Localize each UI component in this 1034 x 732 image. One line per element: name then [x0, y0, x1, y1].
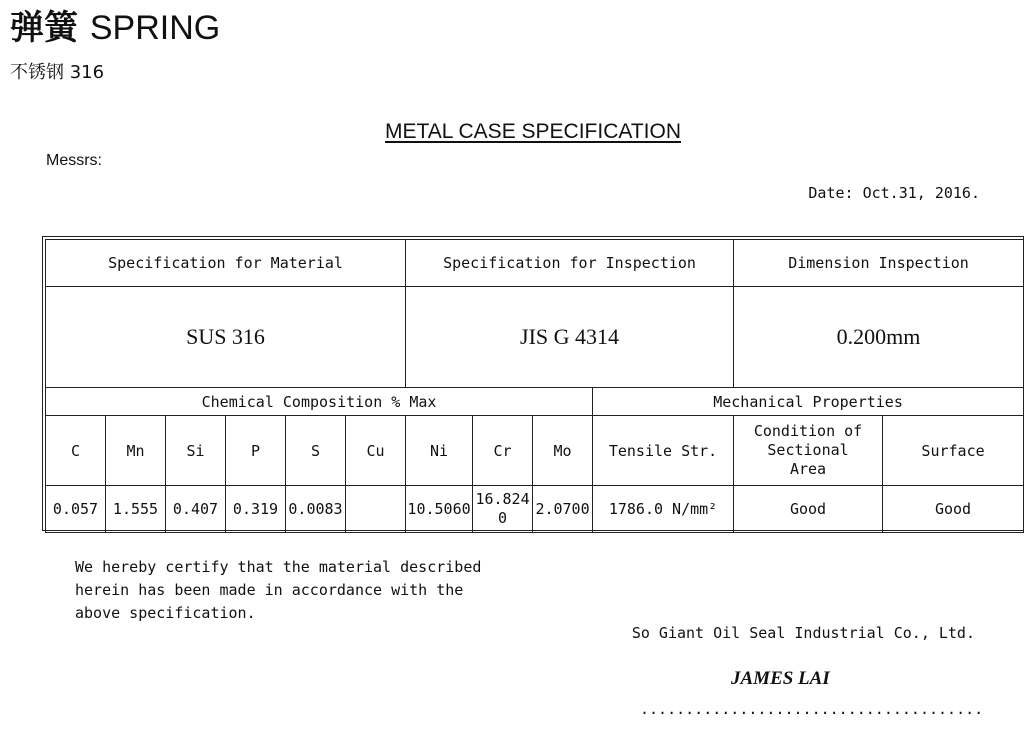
- header-title: [10, 4, 220, 52]
- header-dimension-inspection: Dimension Inspection: [734, 240, 1024, 287]
- value-dimension-inspection: 0.200mm: [734, 287, 1024, 388]
- header-spec-inspection: Specification for Inspection: [406, 240, 734, 287]
- chem-value: 10.5060: [406, 486, 473, 533]
- value-spec-material: SUS 316: [46, 287, 406, 388]
- certification-text: We hereby certify that the material described herein has been made in accordance with the above specification.: [75, 558, 482, 622]
- header-title-cn: 弹簧: [10, 8, 78, 48]
- chem-value: 16.824 0: [473, 486, 533, 533]
- mech-properties-header: Mechanical Properties: [593, 388, 1024, 416]
- chem-value: 2.0700: [533, 486, 593, 533]
- header-subtitle: [10, 60, 104, 86]
- chem-col-header: Mn: [106, 416, 166, 486]
- chem-value: 0.407: [166, 486, 226, 533]
- specification-table: [42, 236, 1024, 531]
- chem-col-header: Si: [166, 416, 226, 486]
- mech-value: Good: [734, 486, 883, 533]
- value-spec-inspection: JIS G 4314: [406, 287, 734, 388]
- chem-col-header: Cu: [346, 416, 406, 486]
- company-name: So Giant Oil Seal Industrial Co., Ltd.: [631, 624, 975, 642]
- header-spec-material: Specification for Material: [46, 240, 406, 287]
- chem-composition-header: Chemical Composition % Max: [46, 388, 593, 416]
- signature-line: ......................................: [640, 700, 984, 718]
- mech-col-header: Surface: [883, 416, 1024, 486]
- mech-col-header: Tensile Str.: [593, 416, 734, 486]
- document-date: Date: Oct.31, 2016.: [808, 184, 980, 202]
- chem-col-header: C: [46, 416, 106, 486]
- messrs-label: Messrs:: [46, 152, 102, 169]
- mech-col-header: Condition of Sectional Area: [734, 416, 883, 486]
- mech-value: Good: [883, 486, 1024, 533]
- chem-col-header: Ni: [406, 416, 473, 486]
- chem-value: [346, 486, 406, 533]
- header-title-en: SPRING: [89, 9, 221, 47]
- header-subtitle-cn: 不锈钢: [10, 62, 64, 83]
- chem-col-header: P: [226, 416, 286, 486]
- chem-col-header: S: [286, 416, 346, 486]
- chem-col-header: Cr: [473, 416, 533, 486]
- chem-value: 0.319: [226, 486, 286, 533]
- chem-value: 0.0083: [286, 486, 346, 533]
- header-subtitle-num: 316: [69, 62, 105, 83]
- document-title: METAL CASE SPECIFICATION: [385, 120, 681, 143]
- signer-name: JAMES LAI: [731, 668, 830, 689]
- chem-value: 1.555: [106, 486, 166, 533]
- chem-col-header: Mo: [533, 416, 593, 486]
- mech-value: 1786.0 N/mm²: [593, 486, 734, 533]
- chem-value: 0.057: [46, 486, 106, 533]
